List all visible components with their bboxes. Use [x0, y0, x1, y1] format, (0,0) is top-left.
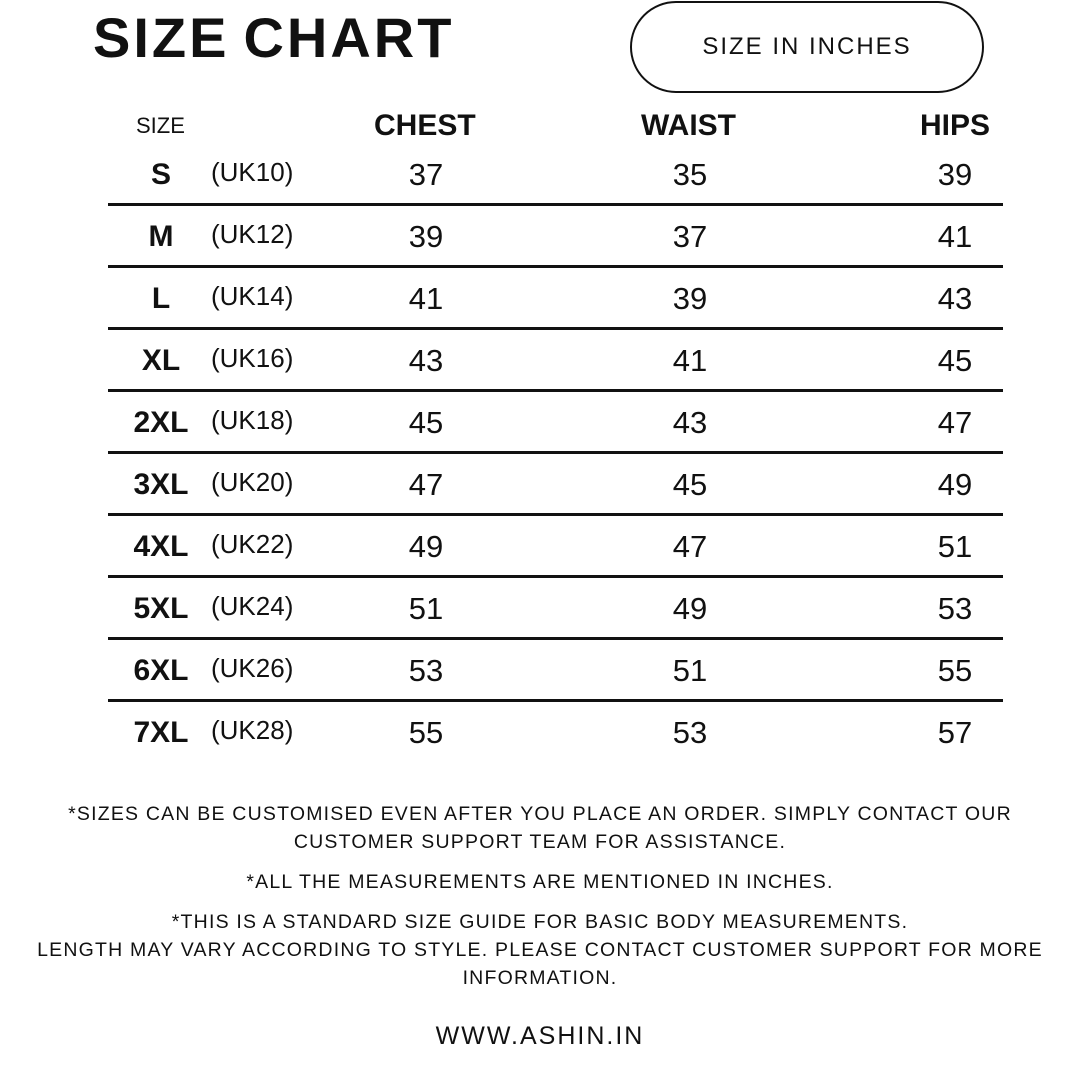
table-row [108, 516, 1003, 578]
chest-value: 45 [408, 405, 444, 440]
uk-size: (UK24) [211, 591, 294, 621]
note-standard-line2: LENGTH MAY VARY ACCORDING TO STYLE. PLEASE CONTACT CUSTOMER SUPPORT FOR MORE INFORMATION. [37, 939, 1043, 989]
size-label: L [151, 282, 171, 315]
uk-size: (UK12) [211, 219, 294, 249]
uk-size: (UK10) [211, 157, 294, 187]
chest-value: 39 [408, 219, 444, 254]
size-label: 5XL [133, 592, 189, 625]
waist-value: 39 [672, 281, 708, 316]
size-label: 7XL [133, 716, 189, 749]
size-label: XL [141, 344, 181, 377]
hips-value: 49 [937, 467, 973, 502]
chest-value: 41 [408, 281, 444, 316]
waist-value: 37 [672, 219, 708, 254]
hips-value: 41 [937, 219, 973, 254]
table-row [108, 268, 1003, 330]
size-label: 3XL [133, 468, 189, 501]
table-row [108, 454, 1003, 516]
hips-value: 51 [937, 529, 973, 564]
table-row [108, 702, 1003, 764]
chest-value: 49 [408, 529, 444, 564]
size-table [108, 144, 1003, 764]
hips-value: 57 [937, 715, 973, 750]
chest-value: 51 [408, 591, 444, 626]
website-link[interactable]: WWW.ASHIN.IN [435, 1022, 645, 1050]
waist-value: 53 [672, 715, 708, 750]
table-row [108, 206, 1003, 268]
note-customise: *SIZES CAN BE CUSTOMISED EVEN AFTER YOU PLACE AN ORDER. SIMPLY CONTACT OUR CUSTOMER SUPPORT TEAM FOR ASSISTANCE. [68, 803, 1012, 853]
note-standard-line1: *THIS IS A STANDARD SIZE GUIDE FOR BASIC BODY MEASUREMENTS. [171, 911, 909, 933]
table-row [108, 392, 1003, 454]
chest-value: 37 [408, 157, 444, 192]
uk-size: (UK26) [211, 653, 294, 683]
uk-size: (UK14) [211, 281, 294, 311]
column-header-hips: HIPS [920, 109, 991, 142]
chest-value: 47 [408, 467, 444, 502]
uk-size: (UK16) [211, 343, 294, 373]
table-row [108, 330, 1003, 392]
table-row [108, 144, 1003, 206]
chest-value: 55 [408, 715, 444, 750]
hips-value: 53 [937, 591, 973, 626]
size-label: 2XL [133, 406, 189, 439]
waist-value: 35 [672, 157, 708, 192]
uk-size: (UK22) [211, 529, 294, 559]
waist-value: 43 [672, 405, 708, 440]
uk-size: (UK18) [211, 405, 294, 435]
column-header-waist: WAIST [641, 109, 736, 142]
waist-value: 47 [672, 529, 708, 564]
table-row [108, 578, 1003, 640]
chest-value: 43 [408, 343, 444, 378]
hips-value: 43 [937, 281, 973, 316]
title-word-chart: CHART [243, 6, 455, 69]
hips-value: 47 [937, 405, 973, 440]
note-inches: *ALL THE MEASUREMENTS ARE MENTIONED IN INCHES. [246, 871, 834, 893]
chest-value: 53 [408, 653, 444, 688]
waist-value: 41 [672, 343, 708, 378]
note-standard [10, 908, 1070, 992]
footnotes [10, 800, 1070, 1004]
hips-value: 45 [937, 343, 973, 378]
uk-size: (UK20) [211, 467, 294, 497]
table-row [108, 640, 1003, 702]
title-word-size: SIZE [93, 6, 230, 69]
hips-value: 55 [937, 653, 973, 688]
hips-value: 39 [937, 157, 973, 192]
waist-value: 51 [672, 653, 708, 688]
waist-value: 49 [672, 591, 708, 626]
waist-value: 45 [672, 467, 708, 502]
column-header-size: SIZE [136, 113, 185, 138]
uk-size: (UK28) [211, 715, 294, 745]
unit-badge: SIZE IN INCHES [630, 1, 984, 93]
size-label: 4XL [133, 530, 189, 563]
size-label: 6XL [133, 654, 189, 687]
size-label: M [148, 220, 174, 253]
page-title [93, 6, 454, 70]
size-label: S [150, 158, 171, 191]
column-header-chest: CHEST [374, 109, 476, 142]
